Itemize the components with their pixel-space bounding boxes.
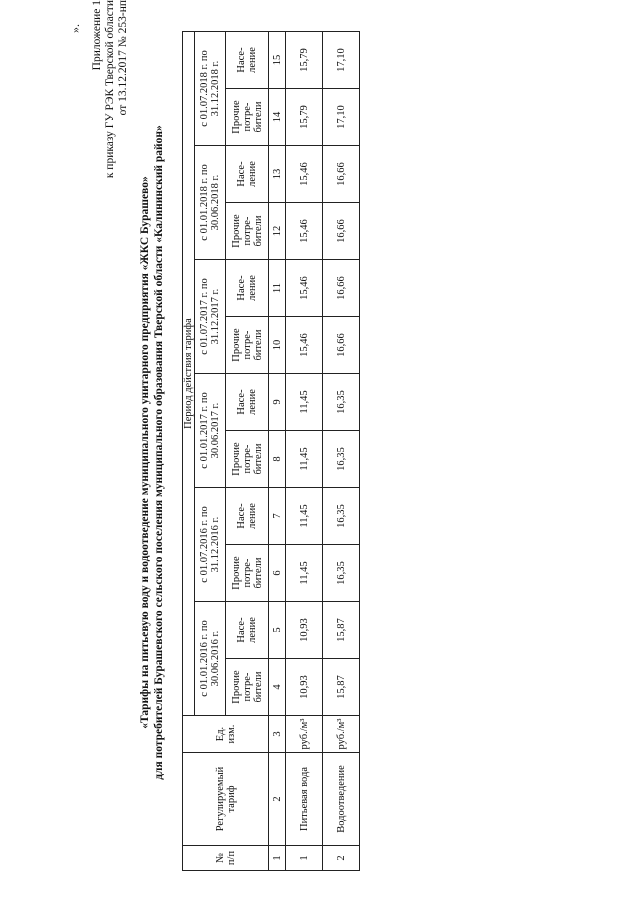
- tariff-value: 15,79: [286, 89, 323, 146]
- sub-header-population: Насе- ление: [226, 32, 269, 89]
- column-number-row: [269, 32, 286, 871]
- row-number: 2: [323, 846, 360, 871]
- sub-header-other: Прочие потре- бители: [226, 545, 269, 602]
- sub-header-other: Прочие потре- бители: [226, 89, 269, 146]
- tariff-value: 11,45: [286, 488, 323, 545]
- tariff-value: 16,66: [323, 146, 360, 203]
- tariff-value: 16,35: [323, 431, 360, 488]
- column-number: 15: [269, 32, 286, 89]
- column-number: 2: [269, 753, 286, 846]
- column-number: 6: [269, 545, 286, 602]
- col-header-no: № п/п: [183, 846, 269, 871]
- period-3: с 01.01.2017 г. по 30.06.2017 г.: [195, 374, 226, 488]
- column-number: 4: [269, 659, 286, 716]
- sub-header-population: Насе- ление: [226, 488, 269, 545]
- order-date-number: от 13.12.2017 № 253-нп: [117, 0, 129, 116]
- period-4: с 01.07.2017 г. по 31.12.2017 г.: [195, 260, 226, 374]
- tariff-value: 16,66: [323, 260, 360, 317]
- column-number: 3: [269, 716, 286, 753]
- sub-header-population: Насе- ление: [226, 602, 269, 659]
- column-number: 10: [269, 317, 286, 374]
- tariff-value: 16,35: [323, 488, 360, 545]
- unit-cell: руб./м³: [323, 716, 360, 753]
- tariff-value: 15,79: [286, 32, 323, 89]
- column-number: 7: [269, 488, 286, 545]
- sub-header-population: Насе- ление: [226, 374, 269, 431]
- col-header-unit: Ед. изм.: [183, 716, 269, 753]
- tariff-value: 15,46: [286, 146, 323, 203]
- column-number: 11: [269, 260, 286, 317]
- tariff-value: 15,46: [286, 203, 323, 260]
- period-header: Период действия тарифа: [183, 32, 195, 716]
- tariff-table: [182, 31, 360, 871]
- tariff-value: 10,93: [286, 602, 323, 659]
- title-line-1: «Тарифы на питьевую воду и водоотведение муниципального унитарного предприятия «ЖКС Бурашево»: [139, 176, 151, 729]
- closing-quote: ».: [68, 24, 82, 33]
- tariff-value: 15,46: [286, 260, 323, 317]
- tariff-value: 10,93: [286, 659, 323, 716]
- tariff-value: 17,10: [323, 89, 360, 146]
- sub-header-population: Насе- ление: [226, 146, 269, 203]
- sub-header-other: Прочие потре- бители: [226, 317, 269, 374]
- tariff-value: 16,35: [323, 374, 360, 431]
- order-reference: к приказу ГУ РЭК Тверской области: [104, 0, 116, 179]
- sub-header-population: Насе- ление: [226, 260, 269, 317]
- column-number: 8: [269, 431, 286, 488]
- sub-header-other: Прочие потре- бители: [226, 203, 269, 260]
- period-5: с 01.01.2018 г. по 30.06.2018 г.: [195, 146, 226, 260]
- tariff-name: Водоотведение: [323, 753, 360, 846]
- tariff-value: 11,45: [286, 545, 323, 602]
- tariff-value: 15,87: [323, 659, 360, 716]
- column-number: 5: [269, 602, 286, 659]
- column-number: 1: [269, 846, 286, 871]
- column-number: 12: [269, 203, 286, 260]
- sub-header-other: Прочие потре- бители: [226, 659, 269, 716]
- tariff-value: 11,45: [286, 431, 323, 488]
- column-number: 9: [269, 374, 286, 431]
- column-number: 14: [269, 89, 286, 146]
- appendix-label: Приложение 1: [91, 0, 103, 71]
- tariff-value: 15,46: [286, 317, 323, 374]
- tariff-value: 17,10: [323, 32, 360, 89]
- period-6: с 01.07.2018 г. по 31.12.2018 г.: [195, 32, 226, 146]
- table-row: [286, 32, 323, 871]
- title-line-2: для потребителей Бурашевского сельского поселения муниципального образования Тверской области «Калининский район»: [153, 125, 165, 780]
- table-row: [323, 32, 360, 871]
- tariff-value: 16,66: [323, 203, 360, 260]
- col-header-tariff: Регулируемый тариф: [183, 753, 269, 846]
- sub-header-other: Прочие потре- бители: [226, 431, 269, 488]
- tariff-name: Питьевая вода: [286, 753, 323, 846]
- tariff-value: 16,66: [323, 317, 360, 374]
- column-number: 13: [269, 146, 286, 203]
- tariff-value: 15,87: [323, 602, 360, 659]
- tariff-value: 11,45: [286, 374, 323, 431]
- header-row-1: [183, 32, 195, 871]
- unit-cell: руб./м³: [286, 716, 323, 753]
- tariff-value: 16,35: [323, 545, 360, 602]
- period-2: с 01.07.2016 г. по 31.12.2016 г.: [195, 488, 226, 602]
- row-number: 1: [286, 846, 323, 871]
- period-1: с 01.01.2016 г. по 30.06.2016 г.: [195, 602, 226, 716]
